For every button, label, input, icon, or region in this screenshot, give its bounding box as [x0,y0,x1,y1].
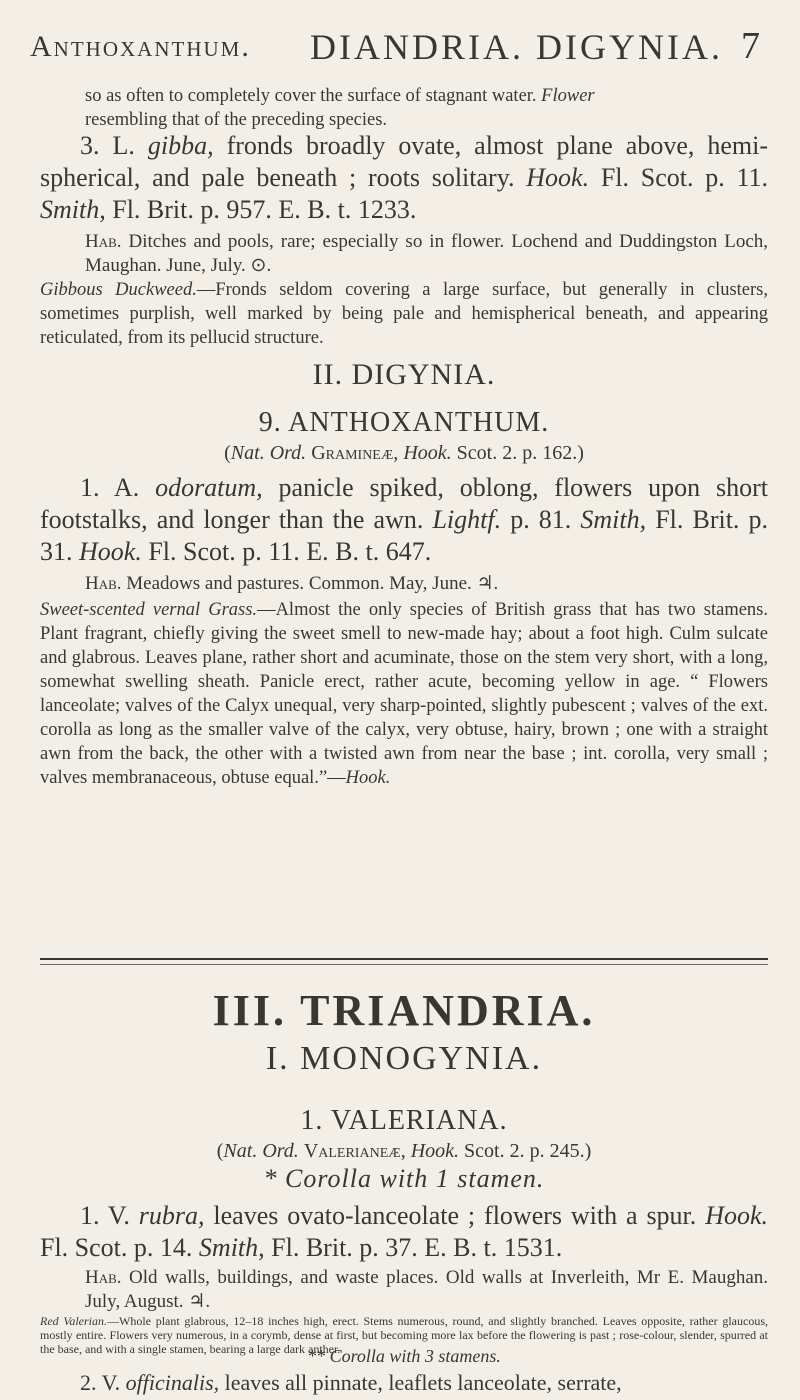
section-divider [40,958,768,960]
species-valeriana-officinalis: 2. V. officinalis, leaves all pinnate, leaflets lanceolate, serrate, [80,1370,622,1395]
habitat-anthoxanthum: Hab. Meadows and pastures. Common. May, June. ♃. [85,573,499,594]
species-anthoxanthum-odoratum: 1. A. odoratum, panicle spiked, oblong, flowers upon short footstalks, and longer than the awn. Lightf. p. 81. Smith, Fl. Brit. p. 31. Hook. Fl. Scot. p. 11. E. B. t. 647. [40,473,769,566]
genus-valeriana: 1. VALERIANA. [300,1105,508,1136]
habitat-lemna-gibba: Hab. Ditches and pools, rare; especially so in flower. Lochend and Duddingston Loch, Maughan. June, July. ⊙. [85,231,768,276]
running-header [30,20,770,70]
lemna-continuation: so as often to completely cover the surface of stagnant water. Flower resembling that of the preceding species. [85,86,595,130]
header-genus: Anthoxanthum. [30,30,251,63]
header-class: DIANDRIA. DIGYNIA. [310,27,723,67]
section-divider-thin [40,964,768,965]
class-triandria: III. TRIANDRIA. [212,986,596,1035]
note-lemna-gibba: Gibbous Duckweed.—Fronds seldom covering a large surface, but generally in clusters, sometimes purplish, well marked by being pale and hemispherical beneath, and appearing reticulated, from its pellucid structure. [40,280,768,348]
division-one-stamen: * Corolla with 1 stamen. [263,1164,545,1193]
genus-anthoxanthum: 9. ANTHOXANTHUM. [258,407,550,438]
order-monogynia: I. MONOGYNIA. [265,1040,543,1077]
annual-symbol: ⊙. [250,255,272,276]
perennial-symbol: ♃. [188,1291,211,1312]
note-anthoxanthum: Sweet-scented vernal Grass.—Almost the only species of British grass that has two stamens. Plant fragrant, chiefly giving the sweet smell to new-made hay; about a foot high. Culm sulcate and glabrous. Leaves plane, rather short and acuminate, those on the stem very short, with a long, somewhat swelling sheath. Panicle erect, rather acute, becoming yellow in age. “ Flowers lanceolate; valves of the Calyx unequal, very sharp-pointed, slightly pubescent ; valves of the ext. corolla as long as the smaller valve of the calyx, very obtuse, hairy, brown ; one with a straight awn from the back, the other with a twisted awn from near the base ; int. corolla, very small ; valves membranaceous, obtuse equal.”—Hook. [40,600,768,788]
species-lemna-gibba: 3. L. gibba, fronds broadly ovate, almost plane above, hemispherical, and pale beneath ; roots solitary. Hook. Fl. Scot. p. 11. Smith, Fl. Brit. p. 957. E. B. t. 1233. [40,131,769,224]
note-valeriana-rubra: Red Valerian.—Whole plant glabrous, 12–18 inches high, erect. Stems numerous, round, and slightly branched. Leaves opposite, rather glaucous, mostly entire. Flowers very numerous, in a corymb, dense at first, but becoming more lax before the flowering is past ; rose-colour, slender, spurred at the base, and with a single stamen, bearing a large dark anther. [40,1314,768,1356]
order-ref-anthoxanthum: (Nat. Ord. Gramineæ, Hook. Scot. 2. p. 162.) [224,442,584,464]
page-number: 7 [741,25,760,67]
section-digynia: II. DIGYNIA. [312,358,496,391]
perennial-symbol: ♃. [476,573,499,594]
order-ref-valeriana: (Nat. Ord. Valerianeæ, Hook. Scot. 2. p. 245.) [216,1140,592,1162]
habitat-valeriana-rubra: Hab. Old walls, buildings, and waste places. Old walls at Inverleith, Mr E. Maughan. July, August. ♃. [85,1267,768,1312]
species-valeriana-rubra: 1. V. rubra, leaves ovato-lanceolate ; flowers with a spur. Hook. Fl. Scot. p. 14. Smith, Fl. Brit. p. 37. E. B. t. 1531. [40,1201,769,1262]
division-three-stamens: ** Corolla with 3 stamens. [307,1346,501,1366]
